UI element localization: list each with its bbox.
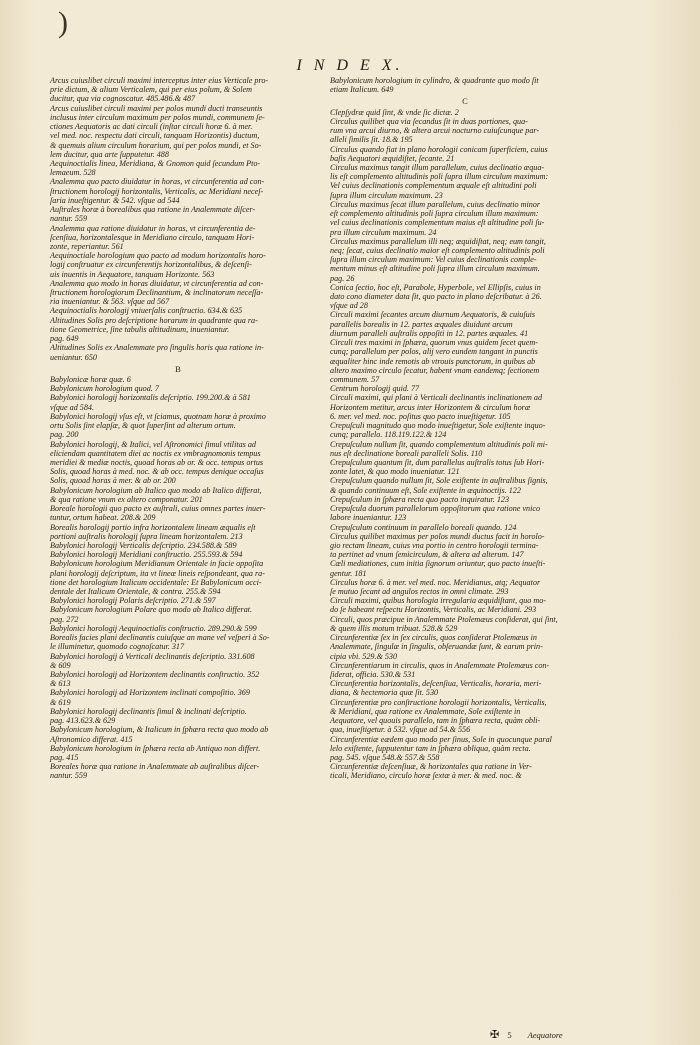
index-line: & 609 — [50, 660, 71, 670]
index-line: Solis, quoad horas à mer. & ab or. 200 — [50, 476, 176, 486]
index-line: Analemma qua ratione diuidatur in horas, vt circunferentia de- — [50, 223, 256, 233]
index-line: Babylonici horologij Aequinoctialis conſtructio. 289.290.& 599 — [50, 623, 257, 633]
index-line: cunq; parallelum per polos, alij vero eundem tangant in punctis — [330, 347, 538, 357]
index-line: Circunferentia horizontalis, deſcenſiua, Verticalis, horaria, meri- — [330, 679, 542, 689]
index-line: Crepuſculum in ſphæra recta quo pacto inquiratur. 123 — [330, 494, 510, 504]
index-line: cipia vbi. 529.& 530 — [330, 651, 398, 661]
index-line: & quemuis alium circulum horarium, qui per polos mundi, et So- — [50, 140, 262, 150]
index-line: Circuli, quos præcipue in Analemmate Ptolemæus conſiderat, qui ſint, — [330, 614, 558, 624]
index-line: Babylonici horologij horizontalis deſcriptio. 199.200.& à 581 — [50, 393, 251, 403]
index-line: eſt complemento altitudinis poli ſupra circulum illum maximum: — [330, 209, 539, 219]
index-line: Boreales horæ qua ratione in Analemmate ab auſtralibus diſcer- — [50, 762, 260, 772]
index-line: 6. mer. vel med. noc. poſitus quo pacto inueſtigetur. 105 — [330, 411, 511, 421]
index-line: zonte latet, & quo modo inueniatur. 121 — [330, 467, 460, 477]
index-line: ducitur, qua via cognoscatur. 485.486.& 487 — [50, 94, 196, 104]
index-line: gentur. 181 — [330, 568, 367, 578]
index-line: Borealis facies plani declinantis cuiuſque an mane vel veſperi à So- — [50, 633, 270, 643]
index-line: Babylonici horologij vſus eſt, vt ſciamus, quotnam horæ à proximo — [50, 411, 266, 421]
index-line: logij conſtruatur ex circunferentijs horizontalibus, & deſcenſi- — [50, 260, 252, 270]
right-entries-top — [330, 76, 600, 94]
index-line: Circuli maximi, quibus horologia irregularia æquidiſtant, quo mo- — [330, 596, 546, 606]
cross-ornament-icon: ✠ — [490, 1029, 500, 1041]
index-line: ſupra illum circulum maximum: Vel cuius declinationis comple- — [330, 255, 537, 265]
index-line: labore inueniantur. 123 — [330, 513, 407, 523]
index-line: ctiones Aequatoris ac dati circuli (inſtar circuli horæ 6. à mer. — [50, 122, 253, 132]
index-line: tione Geometrice, ſine tabulis altitudinum, inueniantur. — [50, 324, 230, 334]
index-line: Circulus maximus tangit illum parallelum, cuius declinatio æqua- — [330, 162, 545, 172]
index-line: Cæli mediationes, cum initia ſignorum oriuntur, quo pacto inueſti- — [330, 559, 546, 569]
index-line: & quando continuum eſt, Sole exiſtente in æquinoctijs. 122 — [330, 485, 521, 495]
index-line: pag. 415 — [50, 752, 79, 762]
index-line: pag. 272 — [50, 614, 79, 624]
index-line: Circulus quilibet qua via ſecandus ſit in duas portiones, qua- — [330, 116, 528, 126]
index-line: Solis, quoad horas à med. noc. & ab occ. tempus denique occaſus — [50, 467, 264, 477]
index-line: Babylonicum horologium ab Italico quo modo ab Italico differat, — [50, 485, 262, 495]
index-line: Analemma quo pacto diuidatur in horas, vt circunferentia ad con- — [50, 177, 265, 187]
index-line: Crepuſculi magnitudo quo modo inueſtigetur, Sole exiſtente inquo- — [330, 421, 546, 431]
index-line: & qua ratione vnum ex altero componatur. 201 — [50, 494, 203, 504]
index-line: do ſe habeant reſpectu Horizontis, Verticalis, ac Meridiani. 293 — [330, 605, 537, 615]
index-line: Babylonicum horologium Meridianum Orientale in facie oppoſita — [50, 559, 264, 569]
index-line: Babylonici horologij Verticalis deſcriptio. 234.588.& 589 — [50, 540, 237, 550]
index-line: pag. 413.623.& 629 — [50, 716, 116, 726]
index-line: communem. 57 — [330, 375, 380, 384]
index-line: cunq; parallelo. 118.119.122.& 124 — [330, 430, 447, 440]
index-line: Circunferentiæ deſcenſiuæ, & horizontales qua ratione in Ver- — [330, 762, 532, 772]
index-line: Babylonici horologij Polaris deſcriptio. 271.& 597 — [50, 596, 216, 606]
index-line: le illuminetur, quomodo cognoſcatur. 317 — [50, 642, 185, 652]
index-line: Crepuſculum quando nullum ſit, Sole exiſtente in auſtralibus ſignis, — [330, 476, 548, 486]
signature-mark: 5 — [507, 1030, 512, 1040]
index-line: etiam Italicum. 649 — [330, 85, 394, 95]
index-line: ſupra illum circulum maximum. 23 — [330, 190, 443, 200]
index-line: ſcenſiua, horizontalesque in Meridiano circulo, tanquam Hori- — [50, 232, 255, 242]
index-line: lemaeum. 528 — [50, 168, 96, 178]
index-line: nantur. 559 — [50, 214, 88, 224]
page-title: I N D E X. — [296, 57, 404, 74]
index-line: portioni auſtralis horologij ſupra lineam horizontalem. 213 — [50, 531, 243, 541]
index-line: Aequatore, vel quouis parallelo, tam in ſphæra recta, quàm obli- — [330, 716, 541, 726]
index-line: gio rectam lineam, cuius vna portio in centro horologii termina- — [330, 540, 539, 550]
index-line: neq; ſecat, cuius declinatio maior eſt complemento altitudinis poli — [330, 245, 545, 255]
section-heading-b: B — [175, 363, 181, 374]
index-line: Babylonicum horologium, & Italicum in ſphæra recta quo modo ab — [50, 725, 269, 735]
index-line: Babylonici horologij ad Horizontem inclinati compoſitio. 369 — [50, 688, 250, 698]
index-line: inclusus inter circulum maximum per polos mundi, communem ſe- — [50, 112, 265, 122]
index-line: Circuli maximi, qui plani à Verticali declinantis inclinationem ad — [330, 393, 543, 403]
index-line: diurnum paralleli auſtralis oppoſiti in 12. partes æquales. 41 — [330, 328, 529, 338]
index-line: tuntur, ortum habeat. 208.& 209 — [50, 513, 156, 523]
index-line: nus eſt declinatione boreali paralleli Solis. 110 — [330, 448, 483, 458]
index-line: Aſtronomico differat. 415 — [50, 734, 133, 744]
right-column — [330, 76, 600, 781]
index-line: Arcus cuiuslibet circuli maximi per polos mundi ducti transeuntis — [50, 103, 263, 113]
section-heading-c: C — [462, 96, 468, 107]
index-line: pag. 200 — [50, 430, 79, 440]
page-footer — [490, 1028, 563, 1041]
index-line: Borealis horologij portio infra horizontalem lineam æqualis eſt — [50, 522, 256, 532]
index-line: Circulus quando fiat in plano horologii conicam ſuperficiem, cuius — [330, 144, 548, 154]
index-line: Vel cuius declinationis complementum æquale eſt altitudini poli — [330, 181, 537, 191]
index-line: Conica ſectio, hoc eſt, Parabole, Hyperbole, vel Ellipſis, cuius in — [330, 282, 541, 292]
index-line: rum vna arcui diurno, & altera arcui nocturno cuiuſcunque par- — [330, 126, 540, 136]
index-line: Altitudines Solis pro deſcriptione horarum in quadrante qua ra- — [50, 315, 258, 325]
index-line: vſque ad 28 — [330, 301, 368, 311]
index-line: nantur. 559 — [50, 771, 88, 781]
index-line: Babylonici horologij, & Italici, vel Aſtronomici ſimul vtilitas ad — [50, 439, 256, 449]
index-line: ſtructionem horologij horizontalis, Verticalis, ac Meridiani neceſ- — [50, 186, 264, 196]
index-line: Clepſydræ quid ſint, & vnde ſic dictæ. 2 — [330, 107, 459, 117]
index-line: Babylonicum horologium Polare quo modo ab Italico differat. — [50, 605, 253, 615]
index-line: Circulus horæ 6. à mer. vel med. noc. Meridianus, atq; Aequator — [330, 577, 541, 587]
index-line: Circunferentiæ eædem quo modo per ſinus, Sole in quocunque paral — [330, 734, 552, 744]
index-line: Babylonicum horologium quod. 7 — [50, 384, 159, 394]
right-entries-c — [330, 108, 600, 781]
index-line: ſiderat, officia. 530.& 531 — [330, 670, 416, 679]
index-line: ſtructionem horologiorum Declinantium, & inclinatorum neceſſa- — [50, 288, 264, 298]
index-line: Horizontem metitur, arcus inter Horizontem & circulum horæ — [330, 402, 531, 412]
corner-mark: ) — [58, 6, 68, 39]
index-line: Circunferentiæ ſex in ſex circulis, quos conſiderat Ptolemæus in — [330, 633, 537, 643]
index-line: lis eſt complemento altitudinis poli ſupra illum circulum maximum: — [330, 172, 549, 182]
index-line: vel cuius declinationis complementum maius eſt altitudine poli ſu- — [330, 218, 545, 228]
index-line: Circunferentiarum in circulis, quos in Analemmate Ptolemæus con- — [330, 660, 550, 670]
index-line: zonte, reperiantur. 561 — [50, 241, 124, 251]
index-line: Crepuſculum nullum ſit, quando complementum altitudinis poli mi- — [330, 439, 548, 449]
index-line: Aequinoctialis linea, Meridiana, & Gnomon quid ſecundum Pto- — [50, 158, 261, 168]
index-line: Babylonicum horologium in ſphæra recta ab Antiquo non differt. — [50, 743, 261, 753]
index-line: baſis Aequatori æquidiſtet, ſecante. 21 — [330, 153, 455, 163]
index-line: vſque ad 584. — [50, 402, 95, 412]
index-line: æqualiter hinc inde remotis ab vtrouis punctorum, in quibus ab — [330, 356, 536, 366]
index-line: alleli ſimilis ſit. 18.& 195 — [330, 135, 413, 145]
index-line: lem ducitur, qua arte ſupputetur. 488 — [50, 149, 169, 159]
index-line: altero maximo circulo ſecatur, habent vnam eandemq; ſectionem — [330, 365, 540, 375]
index-line: & 619 — [50, 697, 71, 707]
index-line: ta pertinet ad vnum ſemicirculum, & altera ad alterum. 147 — [330, 550, 524, 560]
index-line: qua, inueſtigetur. à 532. vſque ad 54.& 556 — [330, 725, 471, 735]
index-line: Babylonici horologij ad Horizontem declinantis conſtructio. 352 — [50, 670, 260, 679]
index-line: prie dictum, & alium Verticalem, qui per eius polum, & Solem — [50, 85, 252, 95]
index-line: Babylonici horologij Meridiani conſtructio. 255.593.& 594 — [50, 550, 243, 560]
index-line: eliciendam quantitatem diei ac noctis ex vmbragnomonis tempus — [50, 448, 261, 458]
index-line: & quem illis motum tribuat. 528.& 529 — [330, 623, 458, 633]
index-line: ſe mutuo ſecant ad angulos rectos in omni climate. 293 — [330, 587, 509, 597]
index-line: Circulus quilibet maximus per polos mundi ductus facit in horolo- — [330, 531, 545, 541]
index-line: Circulus maximus parallelum illi neq; æquidiſtat, neq; eum tangit, — [330, 236, 546, 246]
index-line: dato cono diameter data ſit, quo pacto in plano deſcribatur. à 26. — [330, 292, 542, 302]
left-entries-a — [50, 76, 306, 362]
index-line: Boreale horologii quo pacto ex auſtrali, cuius omnes partes inuer- — [50, 504, 266, 514]
index-line: lelo exiſtente, ſupputentur tam in ſphæra obliqua, quàm recta. — [330, 743, 531, 753]
index-line: dentale det Italicum Orientale, & contra. 255.& 594 — [50, 587, 221, 597]
index-line: Babylonicum horologium in cylindro, & quadrante quo modo ſit — [330, 76, 539, 85]
index-line: vel med. noc. respectu dati circuli, tanquam Horizontis) ductum, — [50, 131, 260, 141]
index-line: Babylonici horologij à Verticali declinantis deſcriptio. 331.608 — [50, 651, 255, 661]
index-line: pag. 545. vſque 548.& 557.& 558 — [330, 752, 440, 762]
index-line: Circuli maximi ſecantes arcum diurnum Aequatoris, & cuiuſuis — [330, 310, 536, 320]
index-line: Crepuſculum continuum in parallelo boreali quando. 124 — [330, 522, 517, 532]
index-line: Centrum horologij quid. 77 — [330, 384, 420, 394]
index-line: pra illum circulum maximum. 24 — [330, 227, 437, 237]
left-column — [50, 76, 306, 781]
index-line: & 613 — [50, 679, 71, 689]
index-line: Analemmate, ſingulæ in ſingulis, obſeruandæ ſunt, & earum prin- — [330, 642, 543, 652]
index-line: ortu Solis ſint elapſæ, & quot ſuperſint ad alterum ortum. — [50, 421, 236, 431]
index-line: Babylonicæ horæ quæ. 6 — [50, 375, 131, 384]
index-line: Analemma quo modo in horas diuidatur, vt circunferentia ad con- — [50, 278, 264, 288]
index-line: uis inuentis in Aequatore, tanquam Horizonte. 563 — [50, 269, 215, 279]
index-line: ticali, Meridiano, circulo horæ ſextæ à mer. & med. noc. & — [330, 771, 522, 781]
index-line: Aequinoctiale horologium quo pacto ad modum horizontalis horo- — [50, 251, 266, 261]
index-line: Crepuſculum quantum ſit, dum parallelus auſtralis totus ſub Hori- — [330, 457, 545, 467]
index-line: ria inueniantur. & 563. vſque ad 567 — [50, 297, 170, 307]
index-line: Auſtrales horæ à borealibus qua ratione in Analemmate diſcer- — [50, 205, 256, 215]
index-line: plani horologij deſcriptum, ita vt lineæ lineis reſpondeant, qua ra- — [50, 568, 265, 578]
index-line: Altitudines Solis ex Analemmate pro ſingulis horis qua ratione in- — [50, 343, 264, 353]
index-line: meridiei & mediæ noctis, quoad horas ab or. & occ. tempus ortus — [50, 457, 264, 467]
index-line: Babylonici horologij declinantis ſimul & inclinati deſcriptio. — [50, 706, 247, 716]
index-line: Circunferentiæ pro conſtructione horologii horizontalis, Verticalis, — [330, 697, 547, 707]
left-entries-b — [50, 375, 306, 781]
index-line: tione det horologium Italicum occidentale: Et Babylonicum occi- — [50, 577, 262, 587]
index-line: & Meridiani, qua ratione ex Analemmate, Sole exiſtente in — [330, 706, 521, 716]
index-line: Arcus cuiuslibet circuli maximi interceptus inter eius Verticale pro- — [50, 76, 269, 85]
index-line: parallelis borealis in 12. partes æquales diuidunt arcum — [330, 319, 513, 329]
index-line: ueniantur. 650 — [50, 352, 97, 362]
index-line: diana, & hectemoria quæ ſit. 530 — [330, 688, 439, 698]
index-line: Circulus maximus ſecat illum parallelum, cuius declinatio minor — [330, 199, 541, 209]
index-line: Crepuſcula duorum parallelorum oppoſitorum qua ratione vnico — [330, 504, 541, 514]
catchword: Aequatore — [527, 1030, 563, 1040]
index-line: mentum minus eſt altitudine poli ſupra illum circulum maximum. — [330, 264, 540, 274]
index-line: ſaria inueſtigentur. & 542. vſque ad 544 — [50, 195, 180, 205]
index-line: Circuli tres maximi in ſphæra, quorum vnus quidem ſecet quem- — [330, 338, 538, 348]
index-line: Aequinoctialis horologij vniuerſalis conſtructio. 634.& 635 — [50, 306, 243, 316]
index-line: pag. 649 — [50, 334, 79, 344]
index-line: pag. 26 — [330, 273, 355, 283]
